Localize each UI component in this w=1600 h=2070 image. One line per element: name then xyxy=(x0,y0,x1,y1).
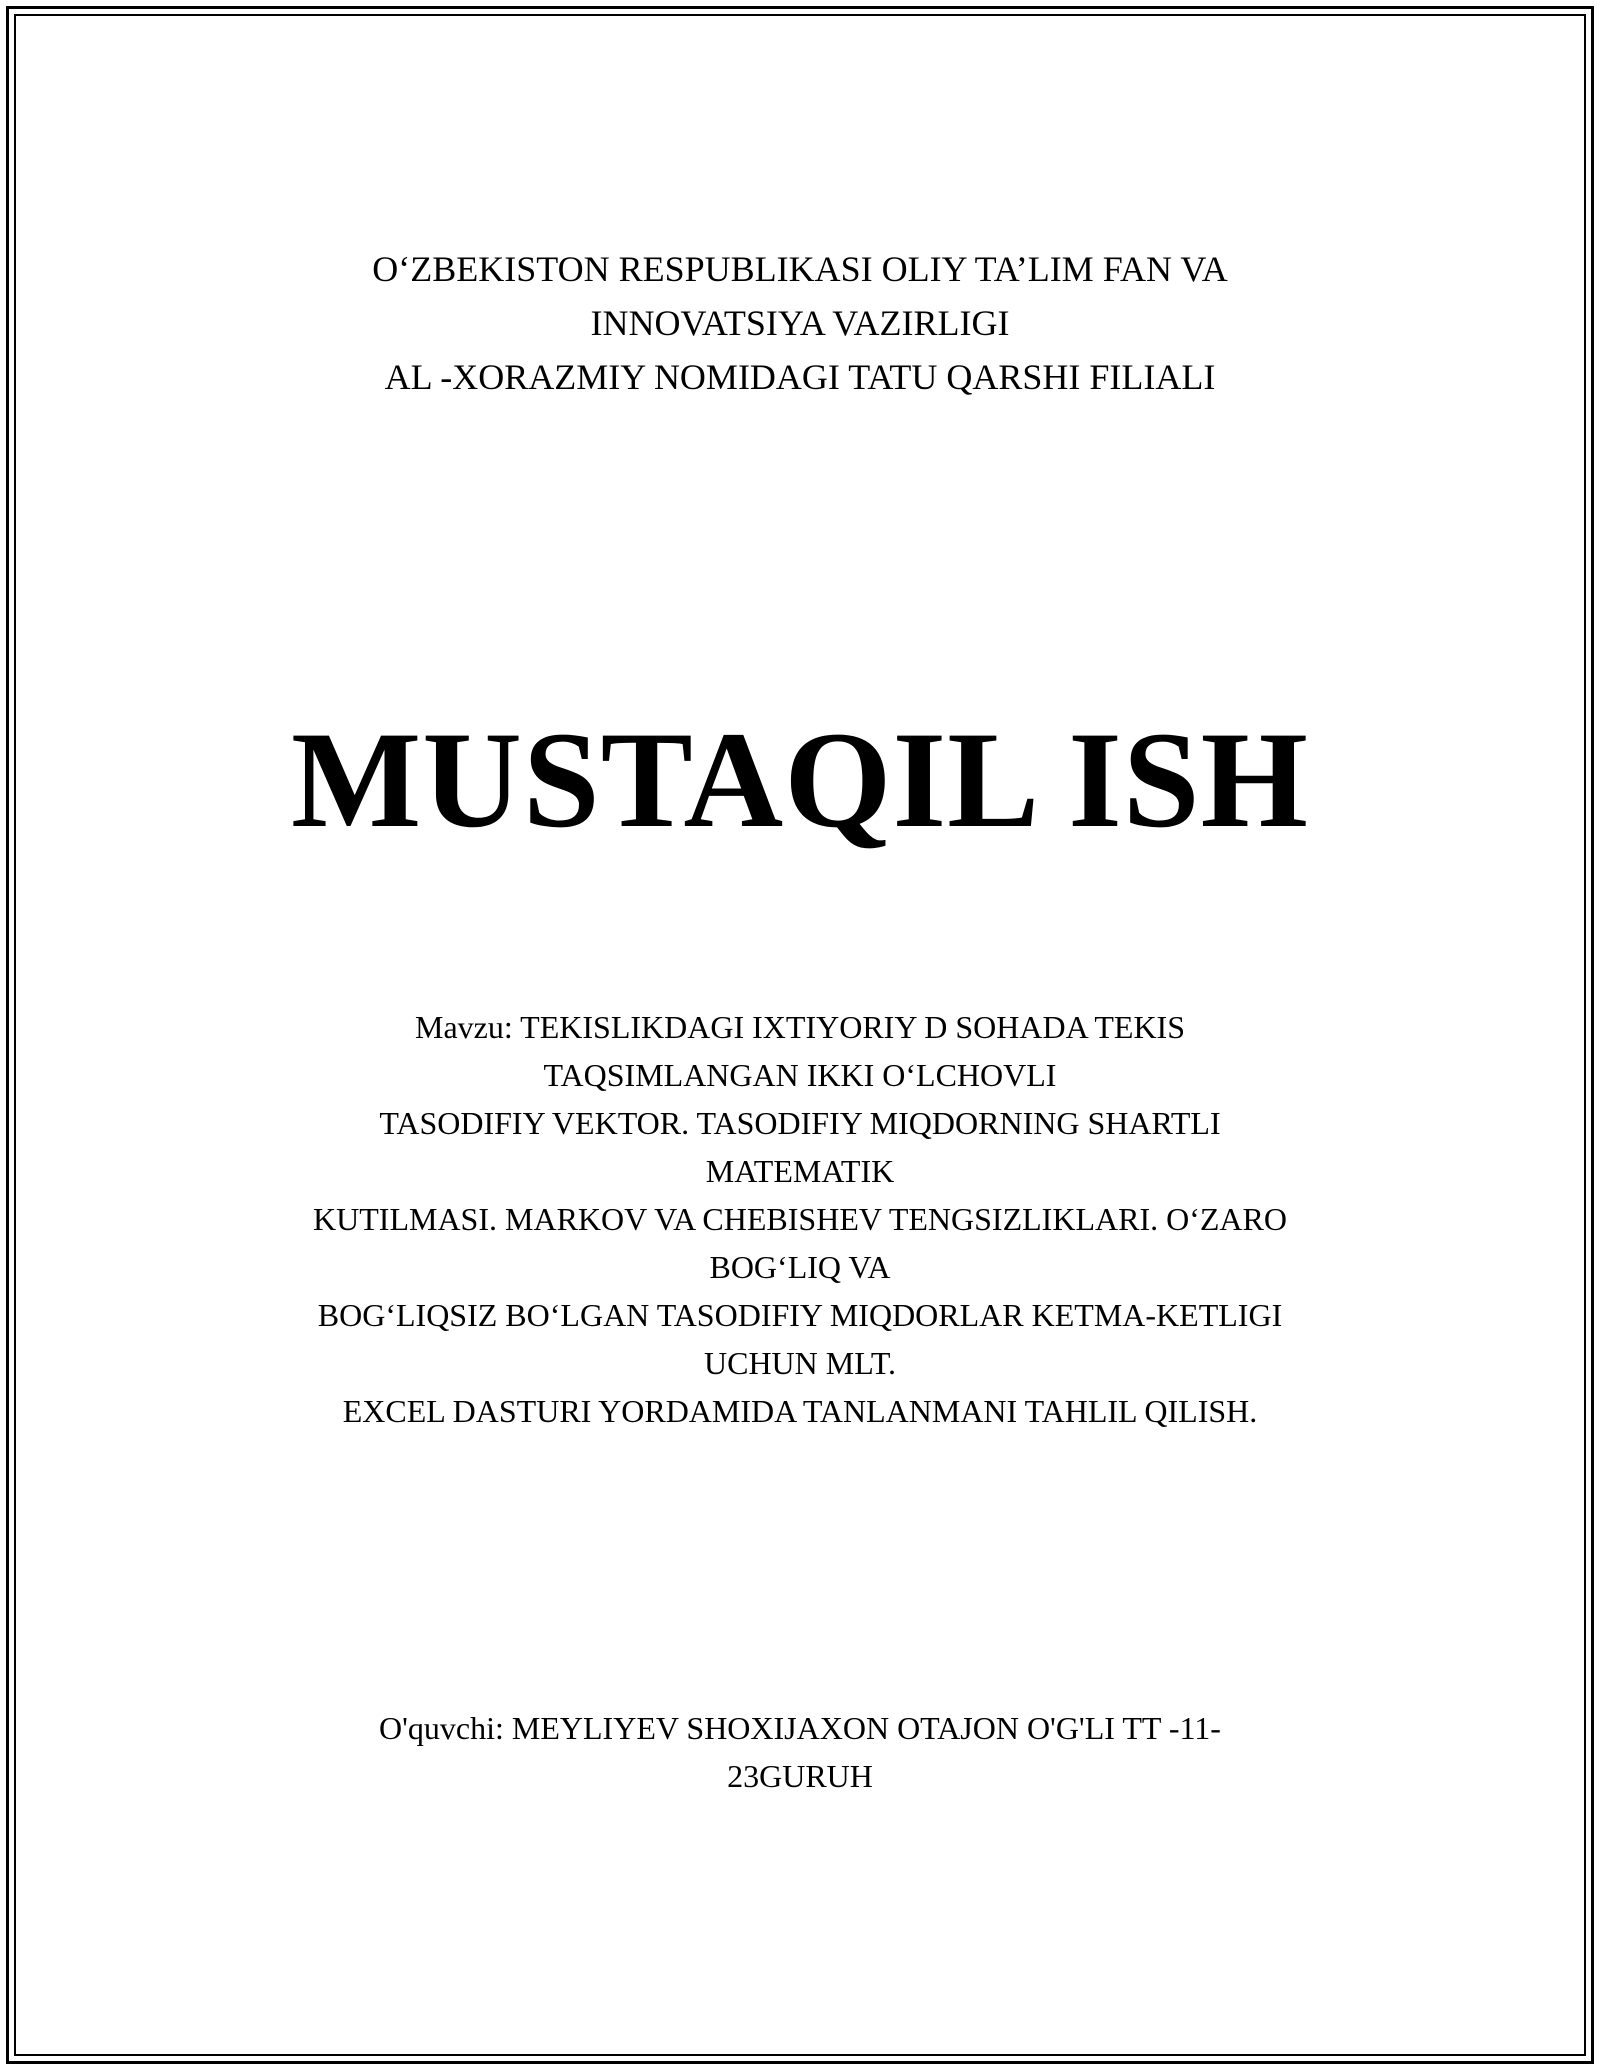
topic-line: TASODIFIY VEKTOR. TASODIFIY MIQDORNING SHARTLI xyxy=(379,1105,1221,1141)
topic-paragraph xyxy=(220,1003,1380,1435)
topic-line: KUTILMASI. MARKOV VA CHEBISHEV TENGSIZLIKLARI. O‘ZARO xyxy=(313,1201,1287,1237)
header-line: INNOVATSIYA VAZIRLIGI xyxy=(590,303,1010,343)
topic-line: BOG‘LIQ VA xyxy=(709,1249,891,1285)
topic-line: UCHUN MLT. xyxy=(703,1345,896,1381)
ministry-header xyxy=(0,242,1600,404)
header-line: O‘ZBEKISTON RESPUBLIKASI OLIY TA’LIM FAN VA xyxy=(372,249,1228,289)
student-info xyxy=(290,1704,1310,1800)
student-line: 23GURUH xyxy=(727,1758,873,1794)
topic-line: BOG‘LIQSIZ BO‘LGAN TASODIFIY MIQDORLAR KETMA-KETLIGI xyxy=(317,1297,1283,1333)
document-title: MUSTAQIL ISH xyxy=(291,703,1309,856)
topic-line: EXCEL DASTURI YORDAMIDA TANLANMANI TAHLIL QILISH. xyxy=(342,1393,1258,1429)
header-line: AL -XORAZMIY NOMIDAGI TATU QARSHI FILIALI xyxy=(384,357,1216,397)
student-line: O'quvchi: MEYLIYEV SHOXIJAXON OTAJON O'G'LI TT -11- xyxy=(379,1710,1221,1746)
topic-line: MATEMATIK xyxy=(705,1153,895,1189)
topic-line: Mavzu: TEKISLIKDAGI IXTIYORIY D SOHADA TEKIS xyxy=(415,1009,1185,1045)
topic-line: TAQSIMLANGAN IKKI O‘LCHOVLI xyxy=(543,1057,1057,1093)
